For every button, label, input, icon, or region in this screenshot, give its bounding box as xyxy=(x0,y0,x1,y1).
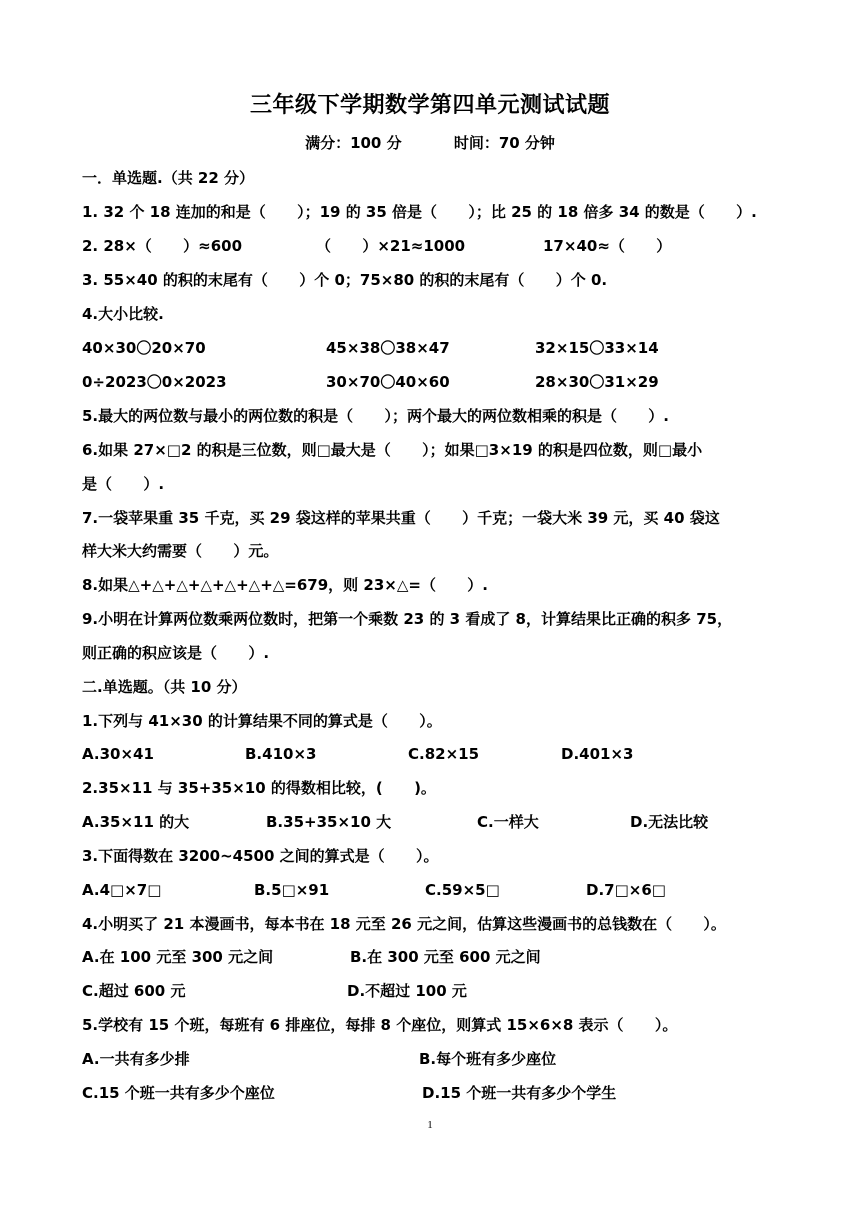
option-d: D.15 个班一共有多少个学生 xyxy=(422,1084,617,1102)
option-a: A.4□×7□ xyxy=(82,881,162,899)
option-b: B.410×3 xyxy=(245,745,317,763)
s1-question-1: 1. 32 个 18 连加的和是（ ）；19 的 35 倍是（ ）；比 25 的 18 倍多 34 的数是（ ）. xyxy=(82,203,757,221)
compare-item: 32×15〇33×14 xyxy=(535,339,659,357)
option-a: A.一共有多少排 xyxy=(82,1050,190,1068)
exam-info: 满分：100 分 时间：70 分钟 xyxy=(305,134,555,152)
s1-question-9-line-2: 则正确的积应该是（ ）. xyxy=(82,644,270,662)
s1-question-6-line-1: 6.如果 27×□2 的积是三位数，则□最大是（ ）；如果□3×19 的积是四位数，则□最小 xyxy=(82,441,703,459)
compare-item: 0÷2023〇0×2023 xyxy=(82,373,227,391)
s1-question-9-line-1: 9.小明在计算两位数乘两位数时，把第一个乘数 23 的 3 看成了 8，计算结果比正确的积多 75， xyxy=(82,610,733,628)
option-b: B.5□×91 xyxy=(254,881,330,899)
compare-item: 45×38〇38×47 xyxy=(326,339,450,357)
option-d: D.7□×6□ xyxy=(586,881,666,899)
s2-question-1: 1.下列与 41×30 的计算结果不同的算式是（ ）。 xyxy=(82,712,442,730)
compare-item: 30×70〇40×60 xyxy=(326,373,450,391)
s1-question-3: 3. 55×40 的积的末尾有（ ）个 0；75×80 的积的末尾有（ ）个 0. xyxy=(82,271,608,289)
page-title: 三年级下学期数学第四单元测试试题 xyxy=(249,93,610,118)
s2-question-5: 5.学校有 15 个班，每班有 6 排座位，每排 8 个座位，则算式 15×6×8 表示（ ）。 xyxy=(82,1016,678,1034)
option-a: A.在 100 元至 300 元之间 xyxy=(82,948,274,966)
s1-question-5: 5.最大的两位数与最小的两位数的积是（ ）；两个最大的两位数相乘的积是（ ）. xyxy=(82,407,670,425)
option-c: C.15 个班一共有多少个座位 xyxy=(82,1084,275,1102)
compare-item: 40×30〇20×70 xyxy=(82,339,206,357)
s1-question-8: 8.如果△+△+△+△+△+△+△=679，则 23×△=（ ）. xyxy=(82,576,488,594)
option-c: C.一样大 xyxy=(477,813,539,831)
option-c: C.超过 600 元 xyxy=(82,982,186,1000)
s1-question-4-heading: 4.大小比较. xyxy=(82,305,164,323)
s2-question-3: 3.下面得数在 3200~4500 之间的算式是（ ）。 xyxy=(82,847,439,865)
option-b: B.在 300 元至 600 元之间 xyxy=(350,948,541,966)
page-number: 1 xyxy=(427,1119,433,1131)
section1-heading: 一．单选题.（共 22 分） xyxy=(82,169,255,187)
option-d: D.401×3 xyxy=(561,745,634,763)
s1-question-2-part-a: 2. 28×（ ）≈600 xyxy=(82,237,243,255)
s1-question-2-part-b: （ ）×21≈1000 xyxy=(316,237,466,255)
option-d: D.不超过 100 元 xyxy=(347,982,467,1000)
option-c: C.59×5□ xyxy=(425,881,500,899)
option-b: B.35+35×10 大 xyxy=(266,813,392,831)
s1-question-6-line-2: 是（ ）. xyxy=(82,475,165,493)
option-d: D.无法比较 xyxy=(630,813,709,831)
section2-heading: 二.单选题。（共 10 分） xyxy=(82,678,247,696)
s1-question-7-line-1: 7.一袋苹果重 35 千克，买 29 袋这样的苹果共重（ ）千克；一袋大米 39 元，买 40 袋这 xyxy=(82,509,720,527)
option-a: A.30×41 xyxy=(82,745,154,763)
s1-question-2-part-c: 17×40≈（ ） xyxy=(543,237,672,255)
s2-question-2: 2.35×11 与 35+35×10 的得数相比较，( )。 xyxy=(82,779,436,797)
s1-question-7-line-2: 样大米大约需要（ ）元。 xyxy=(82,542,279,560)
s2-question-4: 4.小明买了 21 本漫画书，每本书在 18 元至 26 元之间，估算这些漫画书的总钱数在（ ）。 xyxy=(82,915,726,933)
compare-item: 28×30〇31×29 xyxy=(535,373,659,391)
option-a: A.35×11 的大 xyxy=(82,813,190,831)
option-c: C.82×15 xyxy=(408,745,480,763)
option-b: B.每个班有多少座位 xyxy=(419,1050,557,1068)
